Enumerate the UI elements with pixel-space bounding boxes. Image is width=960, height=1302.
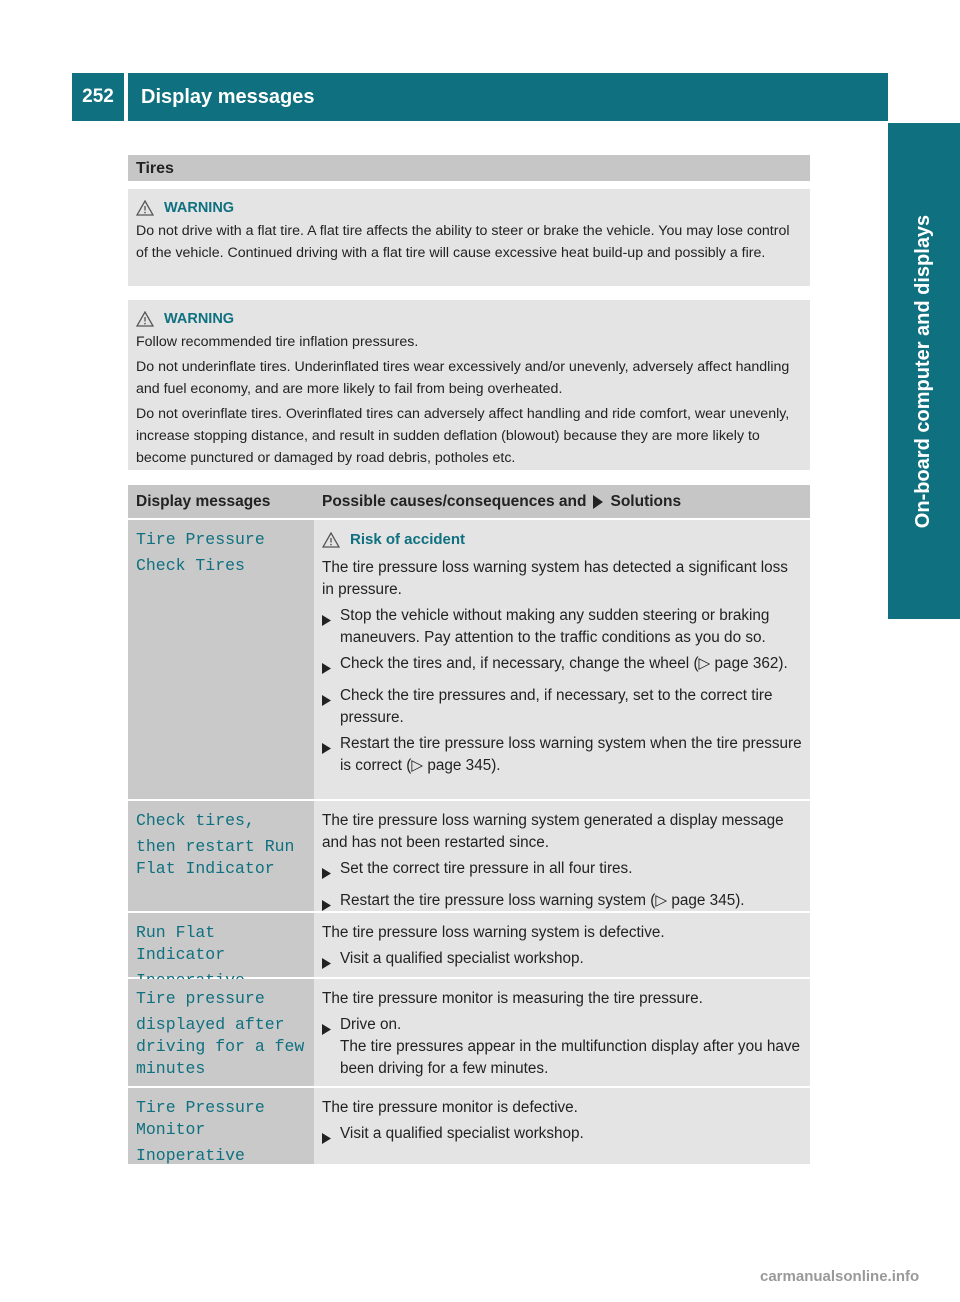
step-text: Visit a qualified specialist workshop.	[340, 1125, 584, 1142]
step-item	[322, 605, 804, 649]
step-item	[322, 653, 804, 681]
step-text: Stop the vehicle without making any sudden steering or braking maneuvers. Pay attention to the traffic conditions as you do so.	[340, 607, 770, 646]
side-tab	[888, 123, 960, 619]
column-header-prefix: Possible causes/consequences and	[322, 492, 587, 510]
warning-heading	[136, 197, 802, 219]
display-line: displayed after	[136, 1015, 285, 1034]
page-title: Display messages	[128, 73, 888, 121]
cause-text: The tire pressure monitor is measuring the tire pressure.	[322, 990, 703, 1007]
display-message	[128, 801, 314, 911]
warning-text: Follow recommended tire inflation pressures.	[136, 334, 419, 350]
table-row	[128, 520, 810, 799]
warning-box-1	[128, 189, 810, 286]
arrow-right-icon	[322, 743, 331, 754]
step-item	[322, 1123, 804, 1151]
arrow-right-icon	[322, 900, 331, 911]
arrow-right-icon	[592, 495, 604, 509]
warning-label: WARNING	[164, 311, 235, 327]
table-row	[128, 979, 810, 1086]
step-item	[322, 733, 804, 777]
display-line: Tire Pressure	[136, 530, 265, 549]
table-header	[128, 485, 810, 518]
solution-cell	[314, 913, 810, 977]
risk-heading	[322, 529, 804, 551]
arrow-right-icon	[322, 615, 331, 626]
solution-cell	[314, 801, 810, 911]
display-line: driving for a few	[136, 1037, 305, 1056]
section-title: Tires	[128, 155, 810, 181]
step-text: Set the correct tire pressure in all four tires.	[340, 860, 633, 877]
display-message	[128, 979, 314, 1086]
page-number: 252	[72, 73, 124, 121]
cause-text: The tire pressure monitor is defective.	[322, 1099, 578, 1116]
arrow-right-icon	[322, 958, 331, 969]
warning-text: Do not overinflate tires. Overinflated tires can adversely affect handling and ride comfort, wear unevenly, increase stopping distance, and result in sudden deflation (blowout) because they are more likely to become punctured or damaged by road debris, potholes etc.	[136, 406, 790, 466]
step-text: Drive on. The tire pressures appear in the multifunction display after you have been driving for a few minutes.	[340, 1016, 801, 1077]
display-line: Tire Pressure	[136, 1098, 265, 1117]
cause-text: The tire pressure loss warning system generated a display message and has not been restarted since.	[322, 812, 784, 851]
step-item	[322, 858, 804, 886]
display-line: Flat Indicator	[136, 859, 275, 878]
display-line: Monitor	[136, 1120, 206, 1139]
display-line: Tire pressure	[136, 989, 265, 1008]
step-item	[322, 1014, 804, 1080]
display-message	[128, 520, 314, 799]
warning-triangle-icon	[136, 200, 154, 216]
watermark: carmanualsonline.info	[760, 1268, 920, 1285]
step-text: Visit a qualified specialist workshop.	[340, 950, 584, 967]
arrow-right-icon	[322, 868, 331, 879]
warning-label: WARNING	[164, 200, 235, 216]
step-text[interactable]: Restart the tire pressure loss warning system (▷ page 345).	[340, 892, 745, 909]
display-line: then restart Run	[136, 837, 295, 856]
cause-text: The tire pressure loss warning system is defective.	[322, 924, 665, 941]
risk-label: Risk of accident	[350, 531, 466, 548]
arrow-right-icon	[322, 663, 331, 674]
table-row	[128, 913, 810, 977]
table-row	[128, 801, 810, 911]
table-row	[128, 1088, 810, 1164]
step-text[interactable]: Check the tires and, if necessary, change the wheel (▷ page 362).	[340, 655, 788, 672]
step-text[interactable]: Restart the tire pressure loss warning system when the tire pressure is correct (▷ page 345).	[340, 735, 802, 774]
display-message	[128, 913, 314, 977]
display-line: Check tires,	[136, 811, 255, 830]
side-tab-label: On-board computer and displays	[912, 214, 935, 528]
arrow-right-icon	[322, 1133, 331, 1144]
warning-text: Do not drive with a flat tire. A flat tire affects the ability to steer or brake the vehicle. You may lose control of the vehicle. Continued driving with a flat tire will cause excessive heat build-up and possibly a fire.	[136, 223, 790, 261]
column-header-solutions	[314, 485, 810, 518]
display-line: Inoperative	[136, 1146, 245, 1165]
arrow-right-icon	[322, 695, 331, 706]
warning-triangle-icon	[136, 311, 154, 327]
arrow-right-icon	[322, 1024, 331, 1035]
warning-box-2	[128, 300, 810, 470]
display-messages-table	[128, 485, 810, 1164]
warning-text: Do not underinflate tires. Underinflated tires wear excessively and/or unevenly, adversely affect handling and fuel economy, and are more likely to fail from being overheated.	[136, 359, 790, 397]
solution-cell	[314, 979, 810, 1086]
display-line: Check Tires	[136, 556, 245, 575]
step-item	[322, 685, 804, 729]
cause-text: The tire pressure loss warning system has detected a significant loss in pressure.	[322, 559, 788, 598]
solution-cell	[314, 520, 810, 799]
display-line: minutes	[136, 1059, 206, 1078]
step-item	[322, 948, 804, 976]
display-line: Run Flat Indicator	[136, 923, 226, 964]
column-header-display: Display messages	[136, 492, 271, 510]
column-header-suffix: Solutions	[610, 492, 682, 510]
warning-triangle-icon	[322, 532, 340, 548]
step-text: Check the tire pressures and, if necessary, set to the correct tire pressure.	[340, 687, 773, 726]
warning-heading	[136, 308, 802, 330]
display-message	[128, 1088, 314, 1164]
solution-cell	[314, 1088, 810, 1164]
